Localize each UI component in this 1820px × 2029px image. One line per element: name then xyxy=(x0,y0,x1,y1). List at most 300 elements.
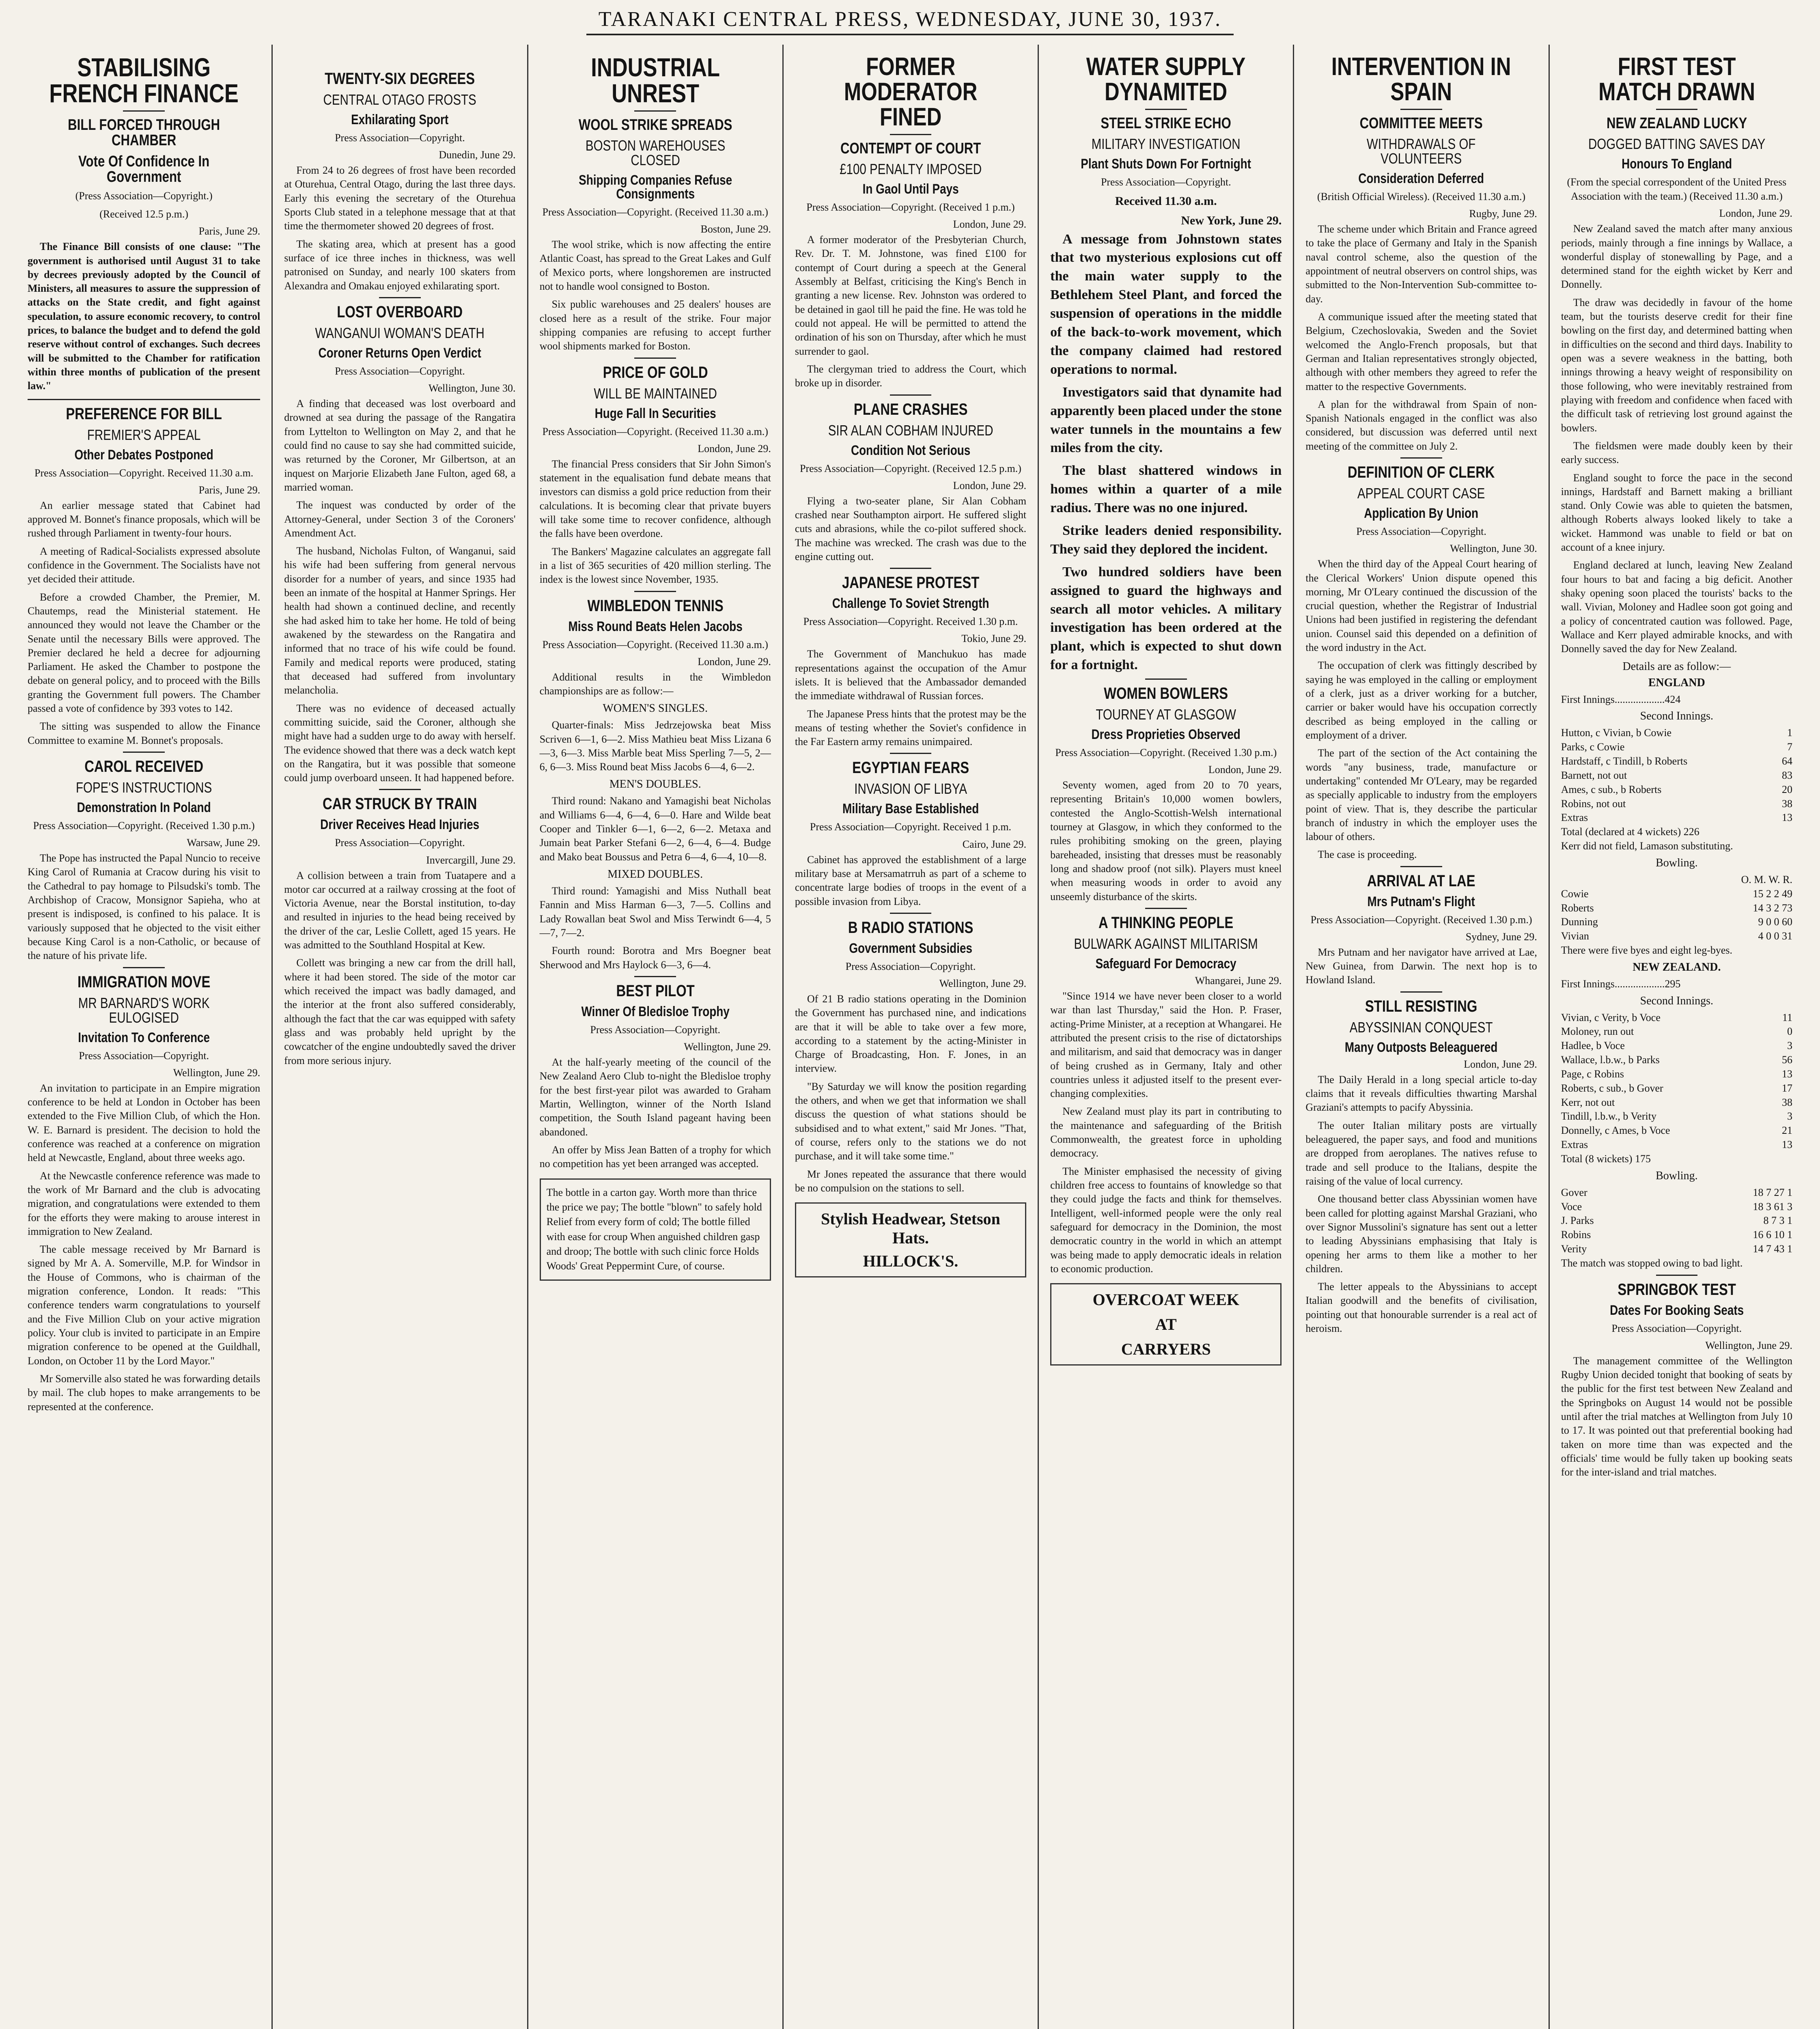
sub-penalty: £100 PENALTY IMPOSED xyxy=(839,161,982,177)
sub-libya: INVASION OF LIBYA xyxy=(854,780,967,797)
article-body: The occupation of clerk was fittingly described by saying he was employed in the calling or employment of a clerk, just as a driver working for a butcher, carrier or baker would have his occupation correctly described as being employed in the calling or employment of a driver. xyxy=(1305,659,1537,741)
headline-women-bowlers: WOMEN BOWLERS xyxy=(1104,685,1228,703)
runs: 13 xyxy=(1781,1068,1792,1080)
article-body: Seventy women, aged from 20 to 70 years, representing Britain's 10,000 women bowlers, contested the Anglo-Scottish-Welsh international tourney at Glasgow, in which they conformed to the rules prohibiting smoking on the green, playing bareheaded, insisting that dresses must be reasonably long and shadow proof (not silk). Players must kneel when measuring woods in order to avoid any unseemly disturbance of the skirts. xyxy=(1050,779,1282,902)
dateline: Warsaw, June 29. xyxy=(187,837,261,849)
runs: 64 xyxy=(1781,755,1792,767)
article-body: An offer by Miss Jean Batten of a trophy for which no competition has yet been arranged was accepted. xyxy=(539,1144,771,1170)
headline-water-supply: WATER SUPPLY DYNAMITED xyxy=(1086,53,1246,106)
article-body: The blast shattered windows in homes within a quarter of a mile radius. There was no one injured. xyxy=(1050,463,1282,516)
headline-japanese: JAPANESE PROTEST xyxy=(842,574,980,592)
dateline: London, June 29. xyxy=(698,655,771,668)
article-body: The wool strike, which is now affecting the entire Atlantic Coast, has spread to the Great Lakes and Gulf of Mexico ports, where longshoremen are instructed not to handle wool consigned to Boston. xyxy=(539,239,771,293)
runs: 3 xyxy=(1787,1110,1792,1122)
divider xyxy=(1400,866,1442,867)
runs: 3 xyxy=(1787,1040,1792,1052)
dateline: Boston, June 29. xyxy=(700,223,771,235)
article-body: Two hundred soldiers have been assigned to guard the highways and search all motor vehicles. A military investigation has been ordered at the plant, which is expected to shut down for a fortnight. xyxy=(1050,564,1282,673)
score-row xyxy=(1561,769,1792,783)
article-body: Mr Jones repeated the assurance that there would be no compulsion on the stations to sell. xyxy=(795,1168,1027,1194)
article-body: The management committee of the Wellington Rugby Union decided tonight that booking of seats by the public for the first test between New Zealand and the Springboks on August 14 would not be possible until after the trial matches at Wellington from July 10 to 17. It was pointed out that preferential booking had taken on more time than was expected and the officials' time would be fully taken up booking seats for the inter-island and trial matches. xyxy=(1561,1355,1792,1478)
dateline: London, June 29. xyxy=(1208,764,1282,776)
score-row xyxy=(1561,1011,1792,1025)
article-body: Investigators said that dynamite had apparently been placed under the stone water tunnels in the mountains a few miles from the city. xyxy=(1050,384,1282,456)
score-row xyxy=(1561,797,1792,811)
dateline: London, June 29. xyxy=(953,218,1027,230)
divider xyxy=(890,913,932,914)
divider xyxy=(1145,678,1187,680)
sub-union: Application By Union xyxy=(1364,506,1479,521)
article-body: The letter appeals to the Abyssinians to accept Italian goodwill and the benefits of civilisation, pointing out that honourable surrender is a real act of heroism. xyxy=(1305,1281,1537,1335)
headline-clerk: DEFINITION OF CLERK xyxy=(1348,463,1495,482)
sub-barnard: MR BARNARD'S WORK EULOGISED xyxy=(78,994,210,1026)
sub-huge-fall: Huge Fall In Securities xyxy=(594,405,716,421)
article-body: The husband, Nicholas Fulton, of Wanganui, said his wife had been suffering from general nervous disorder for a number of years, and since 1935 had been an inmate of the hospital at Hanmer Springs. Her health had shown a continued decline, and recently she had asked him to take her home. He told of being awakened by the stewardess on the Rangatira and informed that no trace of his wife could be found. Family and medical reports were produced, stating that deceased had suffered from involuntary melancholia. xyxy=(284,545,516,696)
ad-line: AT xyxy=(1155,1315,1177,1334)
headline-carol: CAROL RECEIVED xyxy=(84,758,204,776)
article-body: England declared at lunch, leaving New Zealand four hours to bat and facing a big deficit. Another shaky opening soon placed the tourists' backs to the wall. Vivian, Moloney and Hadlee soon got going and a policy of concentrated caution was followed. Page, Wallace and Kerr played admirable knocks, and with Donnelly saved the day for New Zealand. xyxy=(1561,559,1792,655)
sub-plant-shuts: Plant Shuts Down For Fortnight xyxy=(1081,156,1251,172)
ad-text: The bottle in a carton gay. Worth more than thrice the price we pay; The bottle "blown" to safely hold Relief from every form of cold; The bottle filled with ease for croup When anguished children gasp and droop; The bottle with such clinic force Holds Woods' Great Peppermint Cure, of course. xyxy=(546,1186,762,1272)
credit: Press Association—Copyright. (Received 1 p.m.) xyxy=(806,201,1015,213)
column-cricket xyxy=(1549,45,1804,2029)
dateline: Wellington, June 29. xyxy=(939,977,1027,989)
article-body: A message from Johnstown states that two mysterious explosions cut off the main water supply to the Bethlehem Steel Plant, and forced the suspension of operations in the middle of the back-to-work movement, which the company claimed had restored operations to normal. xyxy=(1050,231,1282,377)
advertisement-hillocks xyxy=(795,1202,1026,1277)
ad-line: Stylish Headwear, Stetson Hats. xyxy=(821,1210,1000,1247)
bowling-row xyxy=(1561,915,1792,929)
credit: Press Association—Copyright. xyxy=(1356,526,1486,538)
bowling-row xyxy=(1561,929,1792,943)
score-row xyxy=(1561,1124,1792,1138)
scorecard-england xyxy=(1561,726,1792,825)
batsman: Roberts, c sub., b Gover xyxy=(1561,1082,1663,1094)
dateline: Cairo, June 29. xyxy=(962,838,1027,850)
credit: Press Association—Copyright. xyxy=(590,1023,721,1036)
team-nz: NEW ZEALAND. xyxy=(1633,961,1721,974)
article-body: Mr Somerville also stated he was forwarding details by mail. The club hopes to make arrangements to be represented at the conference. xyxy=(28,1372,261,1413)
ad-line: OVERCOAT WEEK xyxy=(1092,1290,1239,1309)
score-row xyxy=(1561,811,1792,825)
first-innings: First Innings...................295 xyxy=(1561,978,1681,990)
article-body: The Finance Bill consists of one clause: "The government is authorised until August 31 to take by decrees previously adopted by the Council of Ministers, all measures to assure the suppression of attacks on the State credit, and fight against speculation, to assure economic recovery, to control prices, to balance the budget and to defend the gold reserve without control of exchanges. Such decrees will be submitted to the Chamber for ratification within three months of publication of the present law." xyxy=(28,241,261,392)
batsman: Kerr, not out xyxy=(1561,1096,1615,1108)
sub-nz-lucky: NEW ZEALAND LUCKY xyxy=(1606,115,1747,132)
section-label: MIXED DOUBLES. xyxy=(607,868,703,881)
dateline: Sydney, June 29. xyxy=(1465,930,1537,943)
article-body: The clergyman tried to address the Court, which broke up in disorder. xyxy=(795,363,1027,389)
article-body: Collett was bringing a new car from the drill hall, where it had been stored. The side of the motor car which received the impact was badly damaged, and the interior at the front also suffered considerably, although the fact that the car was equipped with safety glass and was probably held upright by the cowcatcher of the engine undoubtedly saved the driver from more serious injury. xyxy=(284,957,516,1066)
headline-price-gold: PRICE OF GOLD xyxy=(603,363,708,381)
batsman: Ames, c sub., b Roberts xyxy=(1561,783,1662,795)
dateline: Wellington, June 30. xyxy=(429,382,516,394)
divider xyxy=(634,110,676,112)
credit: Press Association—Copyright. xyxy=(1101,176,1231,188)
article-body: The Bankers' Magazine calculates an aggregate fall in a list of 365 securities of 420 million sterling. The index is the lowest since November, 1935. xyxy=(539,545,771,586)
runs: 0 xyxy=(1787,1025,1792,1038)
sub-contempt: CONTEMPT OF COURT xyxy=(840,140,981,157)
received: Received 11.30 a.m. xyxy=(1115,194,1217,208)
article-body: Flying a two-seater plane, Sir Alan Cobham crashed near Southampton airport. He suffered slight cuts and abrasions, while the co-pilot suffered shock. The machine was wrecked. The crash was due to the engine cutting out. xyxy=(795,495,1027,562)
sub-gaol: In Gaol Until Pays xyxy=(862,181,959,197)
headline-lae: ARRIVAL AT LAE xyxy=(1367,872,1475,890)
sub-subsidies: Government Subsidies xyxy=(849,940,972,956)
divider xyxy=(1656,109,1698,110)
runs: 56 xyxy=(1781,1054,1792,1066)
article-body: The draw was decidedly in favour of the home team, but the tourists deserve credit for their fine bowling on the first day, and determined batting when in difficulties on the second and third days. Inability to open was a severe weakness in the batting, both innings throwing a heavy weight of responsibility on those following, who were inevitably restrained from playing with freedom and confidence when faced with the difficult task of retrieving lost ground against the bowlers. xyxy=(1561,296,1792,434)
headline-car-train: CAR STRUCK BY TRAIN xyxy=(323,795,477,813)
sub-invitation: Invitation To Conference xyxy=(78,1030,210,1045)
bowling-label: Bowling. xyxy=(1656,1169,1698,1182)
headline-test-match: FIRST TEST MATCH DRAWN xyxy=(1598,53,1755,106)
dateline: New York, June 29. xyxy=(1181,213,1282,227)
sub-other-debates: Other Debates Postponed xyxy=(74,447,213,463)
score-row xyxy=(1561,740,1792,754)
sub-driver: Driver Receives Head Injuries xyxy=(320,817,480,833)
batsman: Vivian, c Verity, b Voce xyxy=(1561,1011,1661,1023)
bowler: J. Parks xyxy=(1561,1215,1594,1227)
credit: Press Association—Copyright. xyxy=(335,132,465,144)
runs: 20 xyxy=(1781,783,1792,795)
batsman: Moloney, run out xyxy=(1561,1025,1634,1038)
sub-military-base: Military Base Established xyxy=(842,801,979,817)
article-body: Cabinet has approved the establishment of a large military base at Mersamatrruh as part of a scheme to concentrate large bodies of troops in the event of a possible invasion from Libya. xyxy=(795,853,1027,907)
article-body: The Pope has instructed the Papal Nuncio to receive King Carol of Rumania at Cracow during his visit to the Cathedral to pay homage to Pilsudski's tomb. The Archbishop of Cracow, Monsignor Sapieha, who at present is indisposed, is confined to his palace. It is variously supposed that he objected to the visit either because King Carol is a non-Catholic, or because of the nature of his private life. xyxy=(28,852,261,962)
figures: 9 0 0 60 xyxy=(1758,916,1792,928)
sub-demonstration: Demonstration In Poland xyxy=(77,800,211,816)
headline-lost-overboard: LOST OVERBOARD xyxy=(337,303,463,321)
divider xyxy=(379,297,421,298)
sub-maintained: WILL BE MAINTAINED xyxy=(593,385,717,402)
batsman: Wallace, l.b.w., b Parks xyxy=(1561,1054,1660,1066)
sub-bledisloe: Winner Of Bledisloe Trophy xyxy=(581,1004,730,1019)
columns xyxy=(16,45,1804,2029)
batsman: Page, c Robins xyxy=(1561,1068,1624,1080)
bowling-row xyxy=(1561,1228,1792,1242)
sub-exhilarating: Exhilarating Sport xyxy=(351,112,449,127)
sub-booking: Dates For Booking Seats xyxy=(1609,1302,1744,1318)
article-body: The fieldsmen were made doubly keen by their early success. xyxy=(1561,439,1792,466)
dateline: Wellington, June 30. xyxy=(1450,543,1537,555)
bowling-header: O. M. W. R. xyxy=(1741,873,1792,885)
second-innings-label: Second Innings. xyxy=(1640,994,1714,1007)
figures: 16 6 10 1 xyxy=(1753,1229,1792,1241)
score-row xyxy=(1561,1067,1792,1081)
team-england: ENGLAND xyxy=(1648,676,1705,689)
divider xyxy=(634,976,676,977)
article-body: There was no evidence of deceased actually committing suicide, said the Coroner, although she might have had a sudden urge to do away with herself. The evidence showed that there was a deck watch kept on the Rangatira, but it was possible that someone could jump overboard unseen. It had happened before. xyxy=(284,702,516,784)
dateline: Invercargill, June 29. xyxy=(426,854,516,866)
figures: 14 7 43 1 xyxy=(1753,1243,1792,1255)
dateline: Whangarei, June 29. xyxy=(1195,974,1282,986)
sub-dogged: DOGGED BATTING SAVES DAY xyxy=(1588,136,1766,152)
divider xyxy=(379,789,421,790)
divider xyxy=(890,568,932,569)
headline-best-pilot: BEST PILOT xyxy=(616,982,695,1000)
divider xyxy=(890,394,932,396)
scorecard-nz xyxy=(1561,1011,1792,1152)
score-row xyxy=(1561,726,1792,740)
figures: 14 3 2 73 xyxy=(1753,902,1792,914)
runs: 17 xyxy=(1781,1082,1792,1094)
total: Total (declared at 4 wickets) 226 xyxy=(1561,826,1699,838)
batsman: Hardstaff, c Tindill, b Roberts xyxy=(1561,755,1688,767)
sub-popes: FOPE'S INSTRUCTIONS xyxy=(75,779,212,796)
headline-immigration: IMMIGRATION MOVE xyxy=(77,973,211,991)
article-body: New Zealand saved the match after many anxious periods, mainly through a fine innings by Wallace, a wonderful display of stonewalling by Page, and a determined stand for the eighth wicket by Kerr and Donnelly. xyxy=(1561,223,1792,291)
sub-condition: Condition Not Serious xyxy=(851,442,971,458)
divider xyxy=(1656,1275,1698,1276)
column-5 xyxy=(1038,45,1293,2029)
note: There were five byes and eight leg-byes. xyxy=(1561,944,1733,956)
credit: Press Association—Copyright. (Received 1.30 p.m.) xyxy=(33,820,255,832)
credit: Press Association—Copyright. xyxy=(79,1049,209,1062)
dateline: Paris, June 29. xyxy=(198,484,261,496)
bowling-row xyxy=(1561,1186,1792,1200)
sub-bulwark: BULWARK AGAINST MILITARISM xyxy=(1074,935,1258,952)
article-body: At the Newcastle conference reference was made to the work of Mr Barnard and the club is advocating migration, and congratulations were extended to them for the efforts they were making to arouse interest in immigration to New Zealand. xyxy=(28,1170,261,1237)
bowler: Roberts xyxy=(1561,902,1594,914)
dateline: Wellington, June 29. xyxy=(684,1041,771,1053)
credit: Press Association—Copyright. xyxy=(1611,1322,1742,1334)
article-body: A meeting of Radical-Socialists expressed absolute confidence in the Government. The Socialists have not yet decided their attitude. xyxy=(28,545,261,585)
dateline: London, June 29. xyxy=(698,442,771,454)
runs: 38 xyxy=(1781,1096,1792,1108)
article-body: At the half-yearly meeting of the council of the New Zealand Aero Club to-night the Bledisloe trophy for the best first-year pilot was awarded to Graham Martin, Wellington, winner of the North Island competition, the South Island pageant having been abandoned. xyxy=(539,1056,771,1138)
score-row xyxy=(1561,1109,1792,1124)
article-body: The cable message received by Mr Barnard is signed by Mr A. A. Somerville, M.P. for Windsor in the House of Commons, who is chairman of the migration conference, London. It reads: "This conference tenders warm congratulations to yourself and the Five Million Club on your active migration policy. Your club is invited to participate in an Empire migration conference to be opened at the Guildhall, London, on October 11 by the Lord Mayor." xyxy=(28,1243,261,1367)
note: The match was stopped owing to bad light. xyxy=(1561,1257,1743,1269)
batsman: Extras xyxy=(1561,1139,1588,1151)
score-row xyxy=(1561,754,1792,769)
article-body: Additional results in the Wimbledon championships are as follow:— xyxy=(539,671,771,697)
sub-coroner: Coroner Returns Open Verdict xyxy=(318,345,482,361)
figures: 18 7 27 1 xyxy=(1753,1186,1792,1198)
sub-putnam: Mrs Putnam's Flight xyxy=(1367,894,1475,909)
bowler: Gover xyxy=(1561,1186,1587,1198)
sub-miss-round: Miss Round Beats Helen Jacobs xyxy=(568,618,743,634)
article-body: A finding that deceased was lost overboard and drowned at sea during the passage of the Rangatira from Lyttelton to Wellington on May 2, and that he could find no cause to say she had committed suicide, was returned by the Coroner, Mr Gilbertson, at an inquest on Marjorie Elizabeth Jane Fulton, aged 68, a married woman. xyxy=(284,398,516,493)
credit: Press Association—Copyright. Received 1 p.m. xyxy=(810,821,1012,833)
second-innings-label: Second Innings. xyxy=(1640,710,1714,723)
masthead xyxy=(0,7,1820,36)
sub-safeguard: Safeguard For Democracy xyxy=(1095,956,1236,971)
article-body: Of 21 B radio stations operating in the Dominion the Government has purchased nine, and indications are that it will be able to take over a few more, according to a statement by the acting-Minister in Charge of Broadcasting, Hon. F. Jones, in an interview. xyxy=(795,993,1027,1075)
article-body: "Since 1914 we have never been closer to a world war than last Thursday," said the Hon. P. Fraser, acting-Prime Minister, at a reception at Whangarei. He attributed the present crisis to the rise of dictatorships and militarism, and said that democracy was in danger of being crushed as in Germany, Italy and other countries unless it adjusted itself to the present ever-changing complexities. xyxy=(1050,990,1282,1100)
bowling-row xyxy=(1561,1242,1792,1256)
sub-boston: BOSTON WAREHOUSES CLOSED xyxy=(585,137,725,168)
dateline: London, June 29. xyxy=(1464,1058,1537,1070)
bowler: Verity xyxy=(1561,1243,1587,1255)
article-body: "By Saturday we will know the position regarding the others, and when we get that information we shall discuss the question of what stations should be subsidised and to what extent," said Mr Jones. "That, of course, refers only to the stations we do not purchase, and it will take some time." xyxy=(795,1080,1027,1162)
section-label: MEN'S DOUBLES. xyxy=(609,778,701,791)
article-body: Fourth round: Borotra and Mrs Boegner beat Sherwood and Mrs Haylock 6—3, 6—4. xyxy=(539,945,771,971)
headline-still-resisting: STILL RESISTING xyxy=(1365,997,1478,1015)
article-body: Mrs Putnam and her navigator have arrived at Lae, New Guinea, from Darwin. The next hop is to Howland Island. xyxy=(1305,946,1537,986)
sub-abyssinian: ABYSSINIAN CONQUEST xyxy=(1350,1019,1493,1036)
spacer xyxy=(284,49,515,65)
headline-preference-bill: PREFERENCE FOR BILL xyxy=(66,405,222,423)
dateline: Dunedin, June 29. xyxy=(439,149,516,161)
divider xyxy=(634,591,676,592)
sub-outposts: Many Outposts Beleaguered xyxy=(1345,1039,1498,1055)
article-body: Six public warehouses and 25 dealers' houses are closed here as a result of the strike. Four major shipping companies are refusing to accept further wool shipments marked for Boston. xyxy=(539,298,771,352)
article-body: One thousand better class Abyssinian women have been called for plotting against Marshal Graziani, who over Signor Mussolini's signature has sent out a letter to leading Abyssinians emphasising that Italy is opening her arms to them like a mother to her children. xyxy=(1305,1193,1537,1275)
figures: 4 0 0 31 xyxy=(1758,930,1792,942)
bowling-nz xyxy=(1561,1186,1792,1256)
total: Total (8 wickets) 175 xyxy=(1561,1152,1651,1165)
headline-thinking-people: A THINKING PEOPLE xyxy=(1098,913,1234,932)
sub-wool-strike: WOOL STRIKE SPREADS xyxy=(578,116,732,134)
score-row xyxy=(1561,1053,1792,1067)
batsman: Tindill, l.b.w., b Verity xyxy=(1561,1110,1656,1122)
article-body: A former moderator of the Presbyterian Church, Rev. Dr. T. M. Johnstone, was fined £100 for contempt of Court during a speech at the General Assembly at Belfast, criticising the King's Bench in granting a new license. Rev. Johnston was ordered to be detained in gaol till he paid the fine. He was told he could not appeal. He will be permitted to attend the ordination of his son on Thursday, after which he must surrender to gaol. xyxy=(795,234,1027,357)
dateline: Wellington, June 29. xyxy=(1705,1339,1792,1351)
column-2 xyxy=(271,45,527,2029)
headline-french-finance: STABILISING FRENCH FINANCE xyxy=(49,53,239,108)
figures: 15 2 2 49 xyxy=(1753,887,1792,900)
batsman: Hutton, c Vivian, b Cowie xyxy=(1561,727,1672,739)
dateline: Rugby, June 29. xyxy=(1469,208,1537,220)
headline-egyptian: EGYPTIAN FEARS xyxy=(852,759,969,777)
headline-wimbledon: WIMBLEDON TENNIS xyxy=(587,597,724,615)
article-body: The scheme under which Britain and France agreed to take the place of Germany and Italy in the Spanish naval control scheme, also the question of the appointment of neutral observers on control ships, was submitted to the Non-Intervention Sub-committee to-day. xyxy=(1305,223,1537,305)
article-body: From 24 to 26 degrees of frost have been recorded at Oturehua, Central Otago, during the last three days. Early this evening the secretary of the Oturehua Sports Club stated in a telephone message that at that time the thermometer showed 20 degrees of frost. xyxy=(284,164,516,232)
divider xyxy=(890,753,932,754)
sub-steel-strike: STEEL STRIKE ECHO xyxy=(1101,115,1232,132)
bowling-row xyxy=(1561,887,1792,901)
divider xyxy=(1400,457,1442,459)
dateline: London, June 29. xyxy=(1719,207,1792,220)
sub-honours: Honours To England xyxy=(1621,156,1732,172)
article-body: The part of the section of the Act containing the words "any business, trade, manufacture or undertaking" contended Mr O'Leary, may be regarded as specially applicable to industry from the employers point of view. That is, they describe the particular branch of industry in which the employer uses the labour of others. xyxy=(1305,747,1537,843)
figures: 18 3 61 3 xyxy=(1753,1200,1792,1213)
article-body: A plan for the withdrawal from Spain of non-Spanish Nationals engaged in the conflict was also considered, but discussion was deferred until next meeting of the committee on July 2. xyxy=(1305,398,1537,452)
bowling-england xyxy=(1561,887,1792,943)
article-body: The skating area, which at present has a good surface of ice three inches in thickness, was well patronised on Sunday, and nearly 100 skaters from Alexandra and Omakau enjoyed exhilarating sport. xyxy=(284,238,516,292)
credit: Press Association—Copyright. (Received 11.30 a.m.) xyxy=(542,206,768,218)
details-label: Details are as follow:— xyxy=(1622,660,1731,673)
credit: Press Association—Copyright. Received 11.30 a.m. xyxy=(34,467,254,479)
runs: 1 xyxy=(1787,727,1792,739)
article-body: The case is proceeding. xyxy=(1318,849,1417,861)
sub-withdrawals: WITHDRAWALS OF VOLUNTEERS xyxy=(1367,136,1476,167)
section-label: WOMEN'S SINGLES. xyxy=(603,702,708,715)
bowler: Dunning xyxy=(1561,916,1598,928)
bowling-row xyxy=(1561,901,1792,915)
bowler: Voce xyxy=(1561,1200,1582,1213)
sub-bill-forced: BILL FORCED THROUGH CHAMBER xyxy=(68,116,220,149)
article-body: An earlier message stated that Cabinet had approved M. Bonnet's finance proposals, which will be rushed through Parliament in twenty-four hours. xyxy=(28,499,261,539)
batsman: Barnett, not out xyxy=(1561,769,1627,781)
divider xyxy=(1145,109,1187,110)
sub-committee: COMMITTEE MEETS xyxy=(1360,115,1483,132)
divider xyxy=(1400,109,1442,110)
masthead-text: TARANAKI CENTRAL PRESS, WEDNESDAY, JUNE 30, 1937. xyxy=(586,7,1234,35)
score-row xyxy=(1561,1138,1792,1152)
score-row xyxy=(1561,1039,1792,1053)
headline-spain: INTERVENTION IN SPAIN xyxy=(1331,53,1511,106)
credit: (From the special correspondent of the United Press Association with the team.) (Received 11.30 a.m.) xyxy=(1567,176,1787,202)
article-body: The sitting was suspended to allow the Finance Committee to examine M. Bonnet's proposals. xyxy=(28,720,261,746)
batsman: Donnelly, c Ames, b Voce xyxy=(1561,1124,1670,1137)
credit: Press Association—Copyright. xyxy=(845,960,976,972)
score-row xyxy=(1561,1096,1792,1110)
credit: (British Official Wireless). (Received 11.30 a.m.) xyxy=(1317,191,1526,202)
headline-springbok: SPRINGBOK TEST xyxy=(1618,1280,1736,1299)
note: Kerr did not field, Lamason substituting. xyxy=(1561,840,1733,852)
article-body: The Japanese Press hints that the protest may be the means of testing whether the Soviet's confidence in the Far Eastern army remains unimpaired. xyxy=(795,708,1027,748)
credit: Press Association—Copyright. (Received 12.5 p.m.) xyxy=(800,462,1021,474)
divider xyxy=(123,752,165,753)
article-body: Third round: Nakano and Yamagishi beat Nicholas and Williams 6—4, 6—4, 6—0. Hare and Wilde beat Cooper and Tinkler 6—1, 6—2, 6—2. Metaxa and Jumain beat Parker Stefani 6—2, 6—4, 6—4. Budge and Mako beat Boussus and Petra 6—4, 6—4, 10—8. xyxy=(539,795,771,863)
bowling-row xyxy=(1561,1200,1792,1214)
headline-moderator: FORMER MODERATOR FINED xyxy=(844,53,978,131)
divider xyxy=(1145,908,1187,909)
divider xyxy=(28,399,260,400)
batsman: Robins, not out xyxy=(1561,797,1626,810)
bowling-row xyxy=(1561,1214,1792,1228)
score-row xyxy=(1561,783,1792,797)
score-row xyxy=(1561,1025,1792,1039)
received: (Received 12.5 p.m.) xyxy=(99,208,189,220)
article-body: The outer Italian military posts are virtually beleaguered, the paper says, and food and munitions are dropped from aeroplanes. The natives refuse to trade and sell produce to the Italians, despite the raising of the value of local currency. xyxy=(1305,1119,1537,1187)
runs: 83 xyxy=(1781,769,1792,781)
ad-line: CARRYERS xyxy=(1121,1340,1211,1359)
dateline: London, June 29. xyxy=(953,479,1027,491)
divider xyxy=(123,967,165,968)
article-body: Before a crowded Chamber, the Premier, M. Chautemps, read the Ministerial statement. He announced they would not leave the Chamber or the Senate until the necessary Bills were approved. The Premier declared he held a decree for adjourning Parliament. He asked the Chamber to postpone the debate on general policy, and to proceed with the Bills granting the Government full powers. The Chamber passed a vote of confidence by 393 votes to 142. xyxy=(28,591,261,715)
sub-shipping: Shipping Companies Refuse Consignments xyxy=(578,172,732,202)
credit: (Press Association—Copyright.) xyxy=(75,190,213,202)
runs: 13 xyxy=(1781,812,1792,824)
sub-dress: Dress Proprieties Observed xyxy=(1091,727,1241,743)
runs: 7 xyxy=(1787,741,1792,753)
bowler: Vivian xyxy=(1561,930,1589,942)
batsman: Parks, c Cowie xyxy=(1561,741,1625,753)
divider xyxy=(634,358,676,359)
headline-twenty-six: TWENTY-SIX DEGREES xyxy=(325,70,475,88)
runs: 38 xyxy=(1781,797,1792,810)
ad-line: HILLOCK'S. xyxy=(863,1252,958,1271)
headline-radio: B RADIO STATIONS xyxy=(848,918,974,937)
runs: 13 xyxy=(1781,1139,1792,1151)
column-3 xyxy=(527,45,782,2029)
credit: Press Association—Copyright. (Received 1.30 p.m.) xyxy=(1055,747,1277,759)
dateline: Wellington, June 29. xyxy=(173,1066,261,1079)
bowling-label: Bowling. xyxy=(1656,856,1698,869)
dateline: Tokio, June 29. xyxy=(961,633,1027,645)
sub-premier-appeal: FREMIER'S APPEAL xyxy=(87,426,201,443)
sub-consideration: Consideration Deferred xyxy=(1358,171,1484,186)
sub-soviet: Challenge To Soviet Strength xyxy=(832,596,989,612)
credit: Press Association—Copyright. xyxy=(335,365,465,377)
divider xyxy=(123,110,165,112)
credit: Press Association—Copyright. (Received 11.30 a.m.) xyxy=(542,638,768,650)
column-6 xyxy=(1293,45,1548,2029)
score-row xyxy=(1561,1081,1792,1096)
article-body: An invitation to participate in an Empire migration conference to be held at London in October has been extended to the Five Million Club, of which the Hon. W. E. Barnard is president. The decision to hold the conference was reached at a conference on migration held at Newcastle, England, about three weeks ago. xyxy=(28,1082,261,1164)
sub-otago: CENTRAL OTAGO FROSTS xyxy=(323,91,477,108)
article-body: Third round: Yamagishi and Miss Nuthall beat Fannin and Miss Harman 6—3, 7—5. Collins and Lady Rowallan beat Swol and Miss Terwindt 6—4, 5—7, 7—2. xyxy=(539,885,771,939)
article-body: The Daily Herald in a long special article to-day claims that it reveals difficulties thwarting Marshal Graziani's attempts to pacify Abyssinia. xyxy=(1305,1073,1537,1114)
article-body: A collision between a train from Tuatapere and a motor car occurred at a railway crossing at the foot of Victoria Avenue, near the Borstal institution, to-day and resulted in injuries to the head being received by the driver of the car, Leslie Collett, aged 15 years. He was admitted to the Southland Hospital at Kew. xyxy=(284,869,516,951)
sub-cobham: SIR ALAN COBHAM INJURED xyxy=(828,422,993,439)
sub-military-investigation: MILITARY INVESTIGATION xyxy=(1091,136,1241,152)
divider xyxy=(1400,991,1442,993)
first-innings: First Innings...................424 xyxy=(1561,693,1681,705)
article-body: The financial Press considers that Sir John Simon's statement in the equalisation fund debate means that investors can dismiss a gold price reduction from their calculations. It is becoming clear that private buyers will take some time to recover confidence, although the falls have been overdone. xyxy=(539,458,771,540)
